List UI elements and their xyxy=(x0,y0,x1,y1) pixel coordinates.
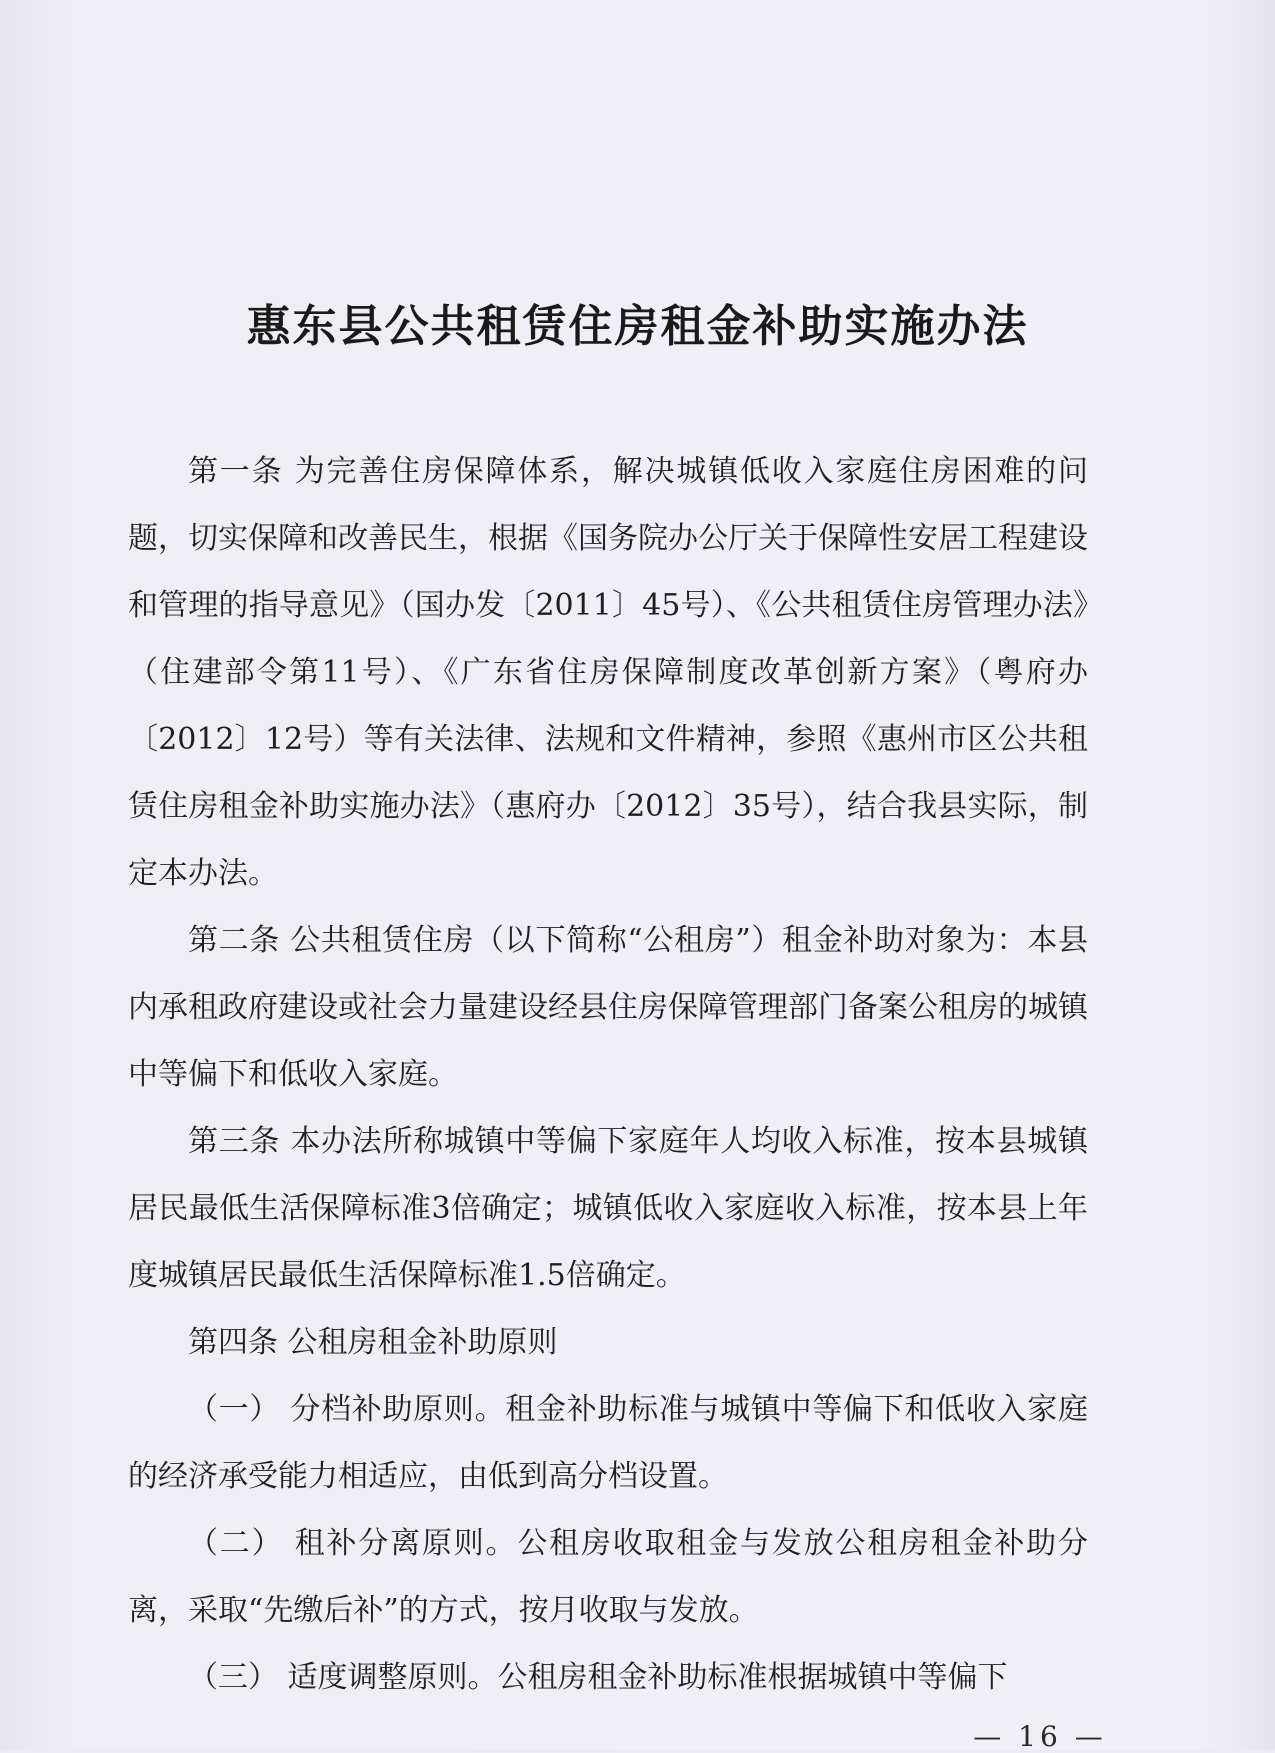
paragraph-principle-1: （一） 分档补助原则。租金补助标准与城镇中等偏下和低收入家庭的经济承受能力相适应，由低到高分档设置。 xyxy=(128,1392,1088,1494)
document-body xyxy=(128,438,1088,1711)
page-number: — 16 — xyxy=(973,1720,1107,1753)
paragraph-article-1: 第一条 为完善住房保障体系，解决城镇低收入家庭住房困难的问题，切实保障和改善民生，根据《国务院办公厅关于保障性安居工程建设和管理的指导意见》（国办发〔2011〕45号）、《公共租赁住房管理办法》（住建部令第11号）、《广东省住房保障制度改革创新方案》（粤府办〔2012〕12号）等有关法律、法规和文件精神，参照《惠州市区公共租赁住房租金补助实施办法》（惠府办〔2012〕35号），结合我县实际，制定本办法。 xyxy=(128,454,1088,891)
paragraph-article-2: 第二条 公共租赁住房（以下简称“公租房”）租金补助对象为：本县内承租政府建设或社会力量建设经县住房保障管理部门备案公租房的城镇中等偏下和低收入家庭。 xyxy=(128,923,1088,1092)
document-title: 惠东县公共租赁住房租金补助实施办法 xyxy=(246,301,1029,352)
paragraph-principle-3: （三） 适度调整原则。公租房租金补助标准根据城镇中等偏下 xyxy=(188,1660,1008,1695)
paragraph-article-3: 第三条 本办法所称城镇中等偏下家庭年人均收入标准，按本县城镇居民最低生活保障标准3倍确定；城镇低收入家庭收入标准，按本县上年度城镇居民最低生活保障标准1.5倍确定。 xyxy=(128,1124,1088,1293)
paragraph-principle-2: （二） 租补分离原则。公租房收取租金与发放公租房租金补助分离，采取“先缴后补”的方式，按月收取与发放。 xyxy=(128,1526,1088,1628)
paragraph-article-4: 第四条 公租房租金补助原则 xyxy=(188,1325,558,1360)
